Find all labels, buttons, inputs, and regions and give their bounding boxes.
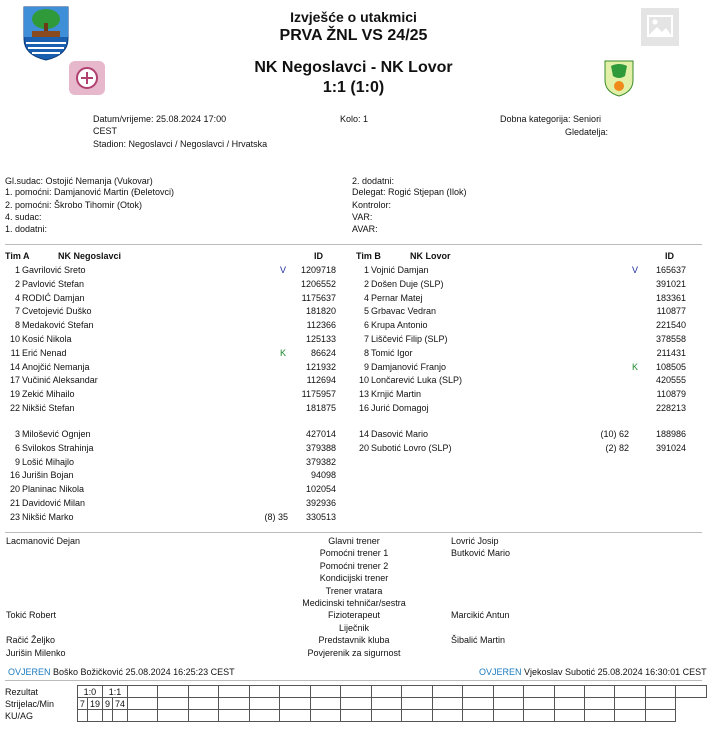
player-id: 1206552 [300,278,336,289]
divider [5,244,702,245]
player-name: Krnjić Martin [371,389,422,400]
stats-cell [280,710,310,722]
player-id: 86624 [310,347,336,358]
stats-cell [432,686,462,698]
player-name: Anojčić Nemanja [22,361,90,372]
player-number: 16 [9,470,20,481]
stats-cell [493,710,523,722]
player-number: 2 [363,278,369,289]
verified-tag: OVJEREN [8,667,51,677]
player-id: 379382 [305,456,336,467]
stats-cell [493,698,523,710]
stats-cell [219,698,249,710]
player-name: Jurišin Bojan [22,470,74,481]
staff-role: Povjerenik za sigurnost [307,647,401,658]
stats-label: Strijelac/Min [5,698,55,709]
player-id: 379388 [305,442,336,453]
team-b-id-header: ID [665,251,674,261]
player-sub: (10) 62 [600,429,629,439]
verification-left [8,667,235,677]
player-name: Tomić Igor [371,347,413,358]
player-name: Vojnić Damjan [371,265,429,275]
stats-cell [463,686,493,698]
stats-cell [615,710,645,722]
stats-cell [402,686,432,698]
player-name: RODIĆ Damjan [22,292,85,303]
player-name: Liščević Filip (SLP) [371,334,448,344]
player-number: 20 [9,484,20,495]
player-mark: K [632,361,639,372]
stats-cell [371,686,401,698]
player-name: Zekić Mihailo [22,389,75,400]
player-number: 21 [9,498,20,508]
player-number: 7 [14,306,20,317]
player-row [349,428,689,440]
player-number: 22 [9,403,20,413]
stats-cell [219,710,249,722]
stats-cell [615,698,645,710]
player-number: 1 [363,265,369,275]
player-id: 188986 [655,429,686,439]
player-row [349,374,689,386]
player-row [349,292,689,304]
player-row [0,292,340,304]
player-id: 112366 [306,320,336,331]
stats-label: Rezultat [5,686,39,697]
stats-cell [77,710,87,722]
player-name: Grbavac Vedran [371,306,437,317]
stats-cell [310,710,340,722]
player-number: 14 [9,361,20,372]
staff-role: Pomoćni trener 1 [319,548,389,559]
team-b-name: NK Lovor [410,251,451,261]
stats-cell [554,686,584,698]
team-a-label: Tim A [5,251,30,261]
player-row [0,388,340,400]
stats-cell [645,698,675,710]
player-sub: (8) 35 [264,511,288,522]
player-id: 391021 [655,278,686,289]
player-row [349,402,689,414]
player-id: 1175957 [301,389,336,400]
player-name: Kosić Nikola [22,334,72,344]
player-id: 165637 [655,265,686,275]
match-timezone: CEST [93,126,118,136]
stats-cell [127,698,157,710]
stats-row-cards [5,710,707,722]
match-datetime: Datum/vrijeme: 25.08.2024 17:00 [93,114,227,124]
player-row [0,402,340,414]
player-id: 108505 [655,361,686,372]
player-row [0,511,340,523]
player-name: Lošić Mihajlo [22,456,75,467]
player-row [349,319,689,331]
player-row [0,442,340,454]
stats-cell [280,686,310,698]
player-number: 1 [14,265,20,275]
age-category: Dobna kategorija: Seniori [500,114,602,124]
stats-cell [402,698,432,710]
player-row [349,264,689,276]
stats-cell: 1:1 [102,686,127,698]
staff-home: Lacmanović Dejan [6,536,81,546]
stats-cell: 7 [77,698,87,710]
player-name: Subotić Lovro (SLP) [371,442,452,453]
stats-cell [102,710,112,722]
player-id: 110877 [656,306,686,317]
player-name: Damjanović Franjo [371,361,447,372]
player-row [349,442,689,454]
stats-cell [554,698,584,710]
stats-cell [219,686,249,698]
stats-cell [524,710,554,722]
stats-cell [524,698,554,710]
player-number: 17 [9,375,20,386]
match-teams: NK Negoslavci - NK Lovor [254,59,453,76]
stats-cell [585,686,615,698]
staff-home: Jurišin Milenko [6,647,66,658]
stats-cell [463,710,493,722]
stats-cell [249,686,279,698]
stats-cell [341,686,371,698]
stats-cell [585,698,615,710]
player-id: 427014 [305,429,336,439]
stats-cell [645,686,675,698]
verified-by: Vjekoslav Subotić 25.08.2024 16:30:01 CEST [524,667,707,677]
player-number: 6 [14,442,20,453]
player-name: Cvetojević Duško [22,306,92,317]
stats-cell [310,698,340,710]
player-row [349,278,689,290]
player-id: 183361 [655,292,686,303]
player-number: 11 [10,347,20,358]
stats-cell: 19 [87,698,102,710]
player-name: Nikšić Marko [22,511,74,522]
player-id: 391024 [655,442,686,453]
player-name: Milošević Ognjen [22,429,91,439]
player-name: Planinac Nikola [22,484,85,495]
player-number: 16 [358,403,369,413]
player-number: 7 [363,334,369,344]
player-name: Erić Nenad [22,347,67,358]
player-row [0,483,340,495]
stats-cell [87,710,102,722]
stats-label: KU/AG [5,710,34,721]
stats-cell: 1:0 [77,686,102,698]
player-id: 392936 [305,498,336,508]
stats-cell [554,710,584,722]
player-id: 94098 [310,470,336,481]
player-name: Medaković Stefan [22,320,94,331]
player-name: Pavlović Stefan [22,278,85,289]
player-id: 112694 [306,375,336,386]
stats-cell: 74 [112,698,127,710]
player-id: 181820 [305,306,336,317]
stats-cell [249,698,279,710]
player-id: 1175637 [301,292,336,303]
player-name: Došen Duje (SLP) [371,278,444,289]
player-id: 110879 [656,389,686,400]
verified-tag: OVJEREN [479,667,522,677]
player-number: 10 [358,375,369,386]
player-number: 13 [358,389,369,400]
player-id: 181875 [305,403,336,413]
stats-cell: 9 [102,698,112,710]
stats-cell [585,710,615,722]
player-row [0,333,340,345]
player-row [349,388,689,400]
stats-cell [645,710,675,722]
player-name: Jurić Domagoj [371,403,429,413]
staff-home: Tokić Robert [6,610,57,621]
stats-cell [676,686,707,698]
player-row [349,347,689,359]
staff-away: Marcikić Antun [451,610,510,621]
official-line: 1. dodatni: [5,224,48,234]
report-title: Izvješće o utakmici [290,9,417,25]
stats-cell [280,698,310,710]
player-id: 221540 [655,320,686,331]
official-line: 2. dodatni: [352,176,395,186]
player-row [0,347,340,359]
player-number: 10 [9,334,20,344]
stats-cell [402,710,432,722]
player-number: 4 [363,292,369,303]
stats-cell [432,698,462,710]
divider [5,680,702,681]
official-line: VAR: [352,212,373,222]
player-number: 9 [363,361,369,372]
player-name: Gavrilović Sreto [22,265,86,275]
staff-role: Medicinski tehničar/sestra [302,598,406,608]
staff-role: Kondicijski trener [319,573,389,584]
stats-row-scorers [5,698,707,710]
player-sub: (2) 82 [605,442,629,453]
staff-away: Lovrić Josip [451,536,499,546]
team-b-label: Tim B [356,251,381,261]
player-row [0,319,340,331]
stats-cell [188,698,218,710]
player-name: Davidović Milan [22,498,86,508]
match-stadium: Stadion: Negoslavci / Negoslavci / Hrvatska [93,139,268,149]
player-name: Pernar Matej [371,292,423,303]
official-line: 4. sudac: [5,212,42,222]
player-row [0,374,340,386]
stats-cell [127,710,157,722]
player-id: 330513 [305,511,336,522]
staff-role: Predstavnik kluba [318,635,390,646]
player-row [0,456,340,468]
player-row [0,361,340,373]
player-id: 1209718 [300,265,336,275]
stats-cell [371,710,401,722]
stats-cell [158,698,188,710]
stats-cell [341,698,371,710]
player-name: Krupa Antonio [371,320,428,331]
stats-cell [432,710,462,722]
player-number: 6 [363,320,369,331]
player-name: Lončarević Luka (SLP) [371,375,463,386]
stats-cell [615,686,645,698]
stats-cell [341,710,371,722]
player-number: 3 [14,429,20,439]
player-row [0,497,340,509]
player-id: 420555 [655,375,686,386]
staff-home: Račić Željko [6,635,56,646]
staff-role: Liječnik [338,622,369,633]
official-line: AVAR: [352,224,378,234]
player-id: 121932 [305,361,336,372]
player-mark: V [280,265,287,275]
player-id: 228213 [655,403,686,413]
player-number: 9 [14,456,20,467]
stats-cell [310,686,340,698]
player-number: 19 [9,389,20,400]
staff-away: Šibalić Martin [451,635,506,646]
player-name: Svilokos Strahinja [22,442,94,453]
player-number: 2 [14,278,20,289]
player-number: 8 [363,347,369,358]
divider [5,532,702,533]
stats-cell [524,686,554,698]
official-line: Gl.sudac: Ostojić Nemanja (Vukovar) [5,176,153,186]
match-score: 1:1 (1:0) [322,79,385,96]
player-row [349,305,689,317]
staff-role: Fizioterapeut [327,610,381,621]
player-id: 378558 [655,334,686,344]
player-row [0,305,340,317]
match-round: Kolo: 1 [340,114,369,124]
stats-cell [188,686,218,698]
stats-table [5,685,707,722]
player-name: Dasović Mario [371,429,429,439]
player-row [349,333,689,345]
player-number: 23 [9,511,20,522]
player-number: 8 [14,320,20,331]
official-line: 1. pomoćni: Damjanović Martin (Đeletovci) [5,187,175,197]
stats-cell [127,686,157,698]
staff-role: Pomoćni trener 2 [319,560,389,571]
verification-right [479,667,707,677]
staff-role: Trener vratara [325,585,383,596]
stats-cell [188,710,218,722]
player-id: 125133 [305,334,336,344]
player-number: 14 [358,429,369,439]
stats-cell [158,686,188,698]
player-row [0,278,340,290]
player-number: 5 [363,306,369,317]
verified-by: Boško Božičković 25.08.2024 16:25:23 CEST [53,667,235,677]
official-line: 2. pomoćni: Škrobo Tihomir (Otok) [5,200,143,210]
player-row [0,264,340,276]
player-number: 20 [358,442,369,453]
stats-cell [112,710,127,722]
stats-cell [493,686,523,698]
staff-role: Glavni trener [328,536,380,546]
player-row [0,428,340,440]
official-line: Delegat: Rogić Stjepan (Ilok) [352,187,467,197]
player-name: Nikšić Stefan [22,403,75,413]
player-name: Vučinić Aleksandar [22,375,98,386]
spectators: Gledatelja: [565,127,609,137]
official-line: Kontrolor: [352,200,392,210]
team-a-name: NK Negoslavci [58,251,122,261]
stats-cell [249,710,279,722]
stats-cell [463,698,493,710]
competition-title: PRVA ŽNL VS 24/25 [279,27,428,44]
stats-row-result [5,686,707,698]
staff-away: Butković Mario [451,548,511,559]
stats-cell [371,698,401,710]
player-row [349,361,689,373]
player-mark: K [280,347,287,358]
player-id: 211431 [656,347,686,358]
team-a-id-header: ID [314,251,323,261]
player-number: 4 [14,292,20,303]
player-row [0,469,340,481]
player-mark: V [632,265,639,275]
player-id: 102054 [305,484,336,495]
stats-cell [158,710,188,722]
